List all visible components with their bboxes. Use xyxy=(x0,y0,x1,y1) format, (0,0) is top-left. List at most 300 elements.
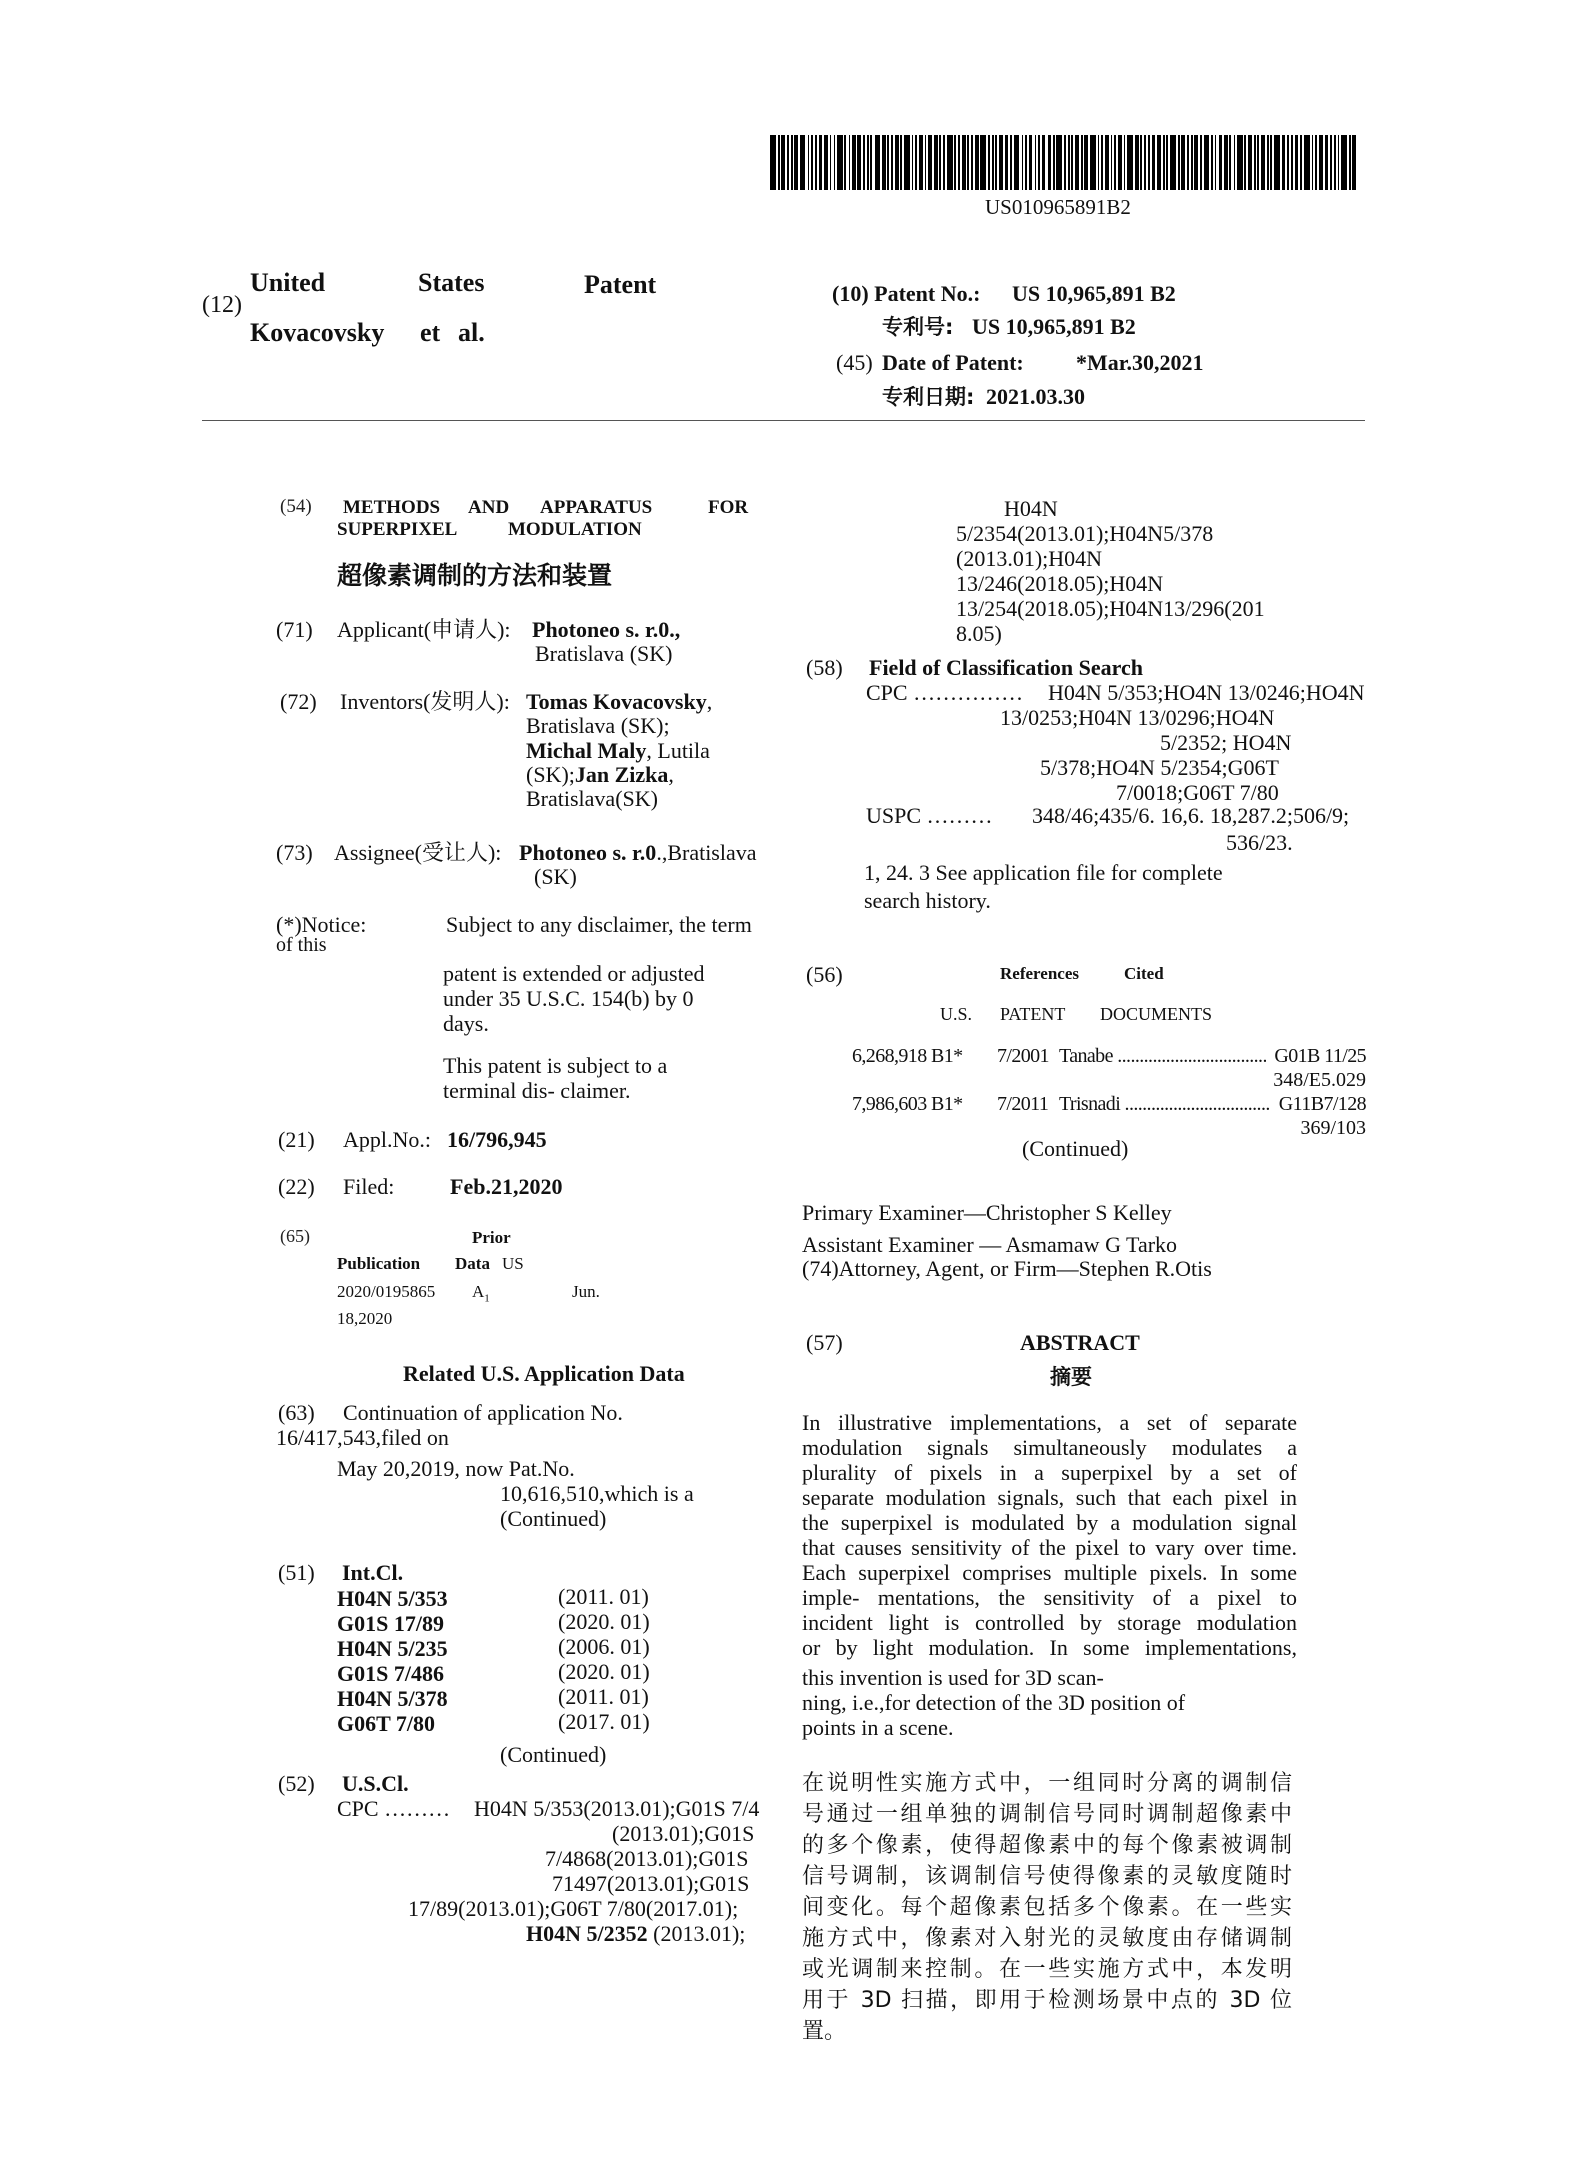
refs-sub-us: U.S. xyxy=(940,1004,973,1024)
reference-class: G11B7/128 xyxy=(1278,1093,1366,1115)
prior-kind xyxy=(472,1282,490,1304)
intcl-code: G06T 7/80 xyxy=(337,1711,436,1736)
barcode-bar xyxy=(954,135,956,190)
barcode-bar xyxy=(1349,135,1351,190)
barcode-bar xyxy=(943,135,945,190)
title-w4: FOR xyxy=(708,497,749,518)
field-num: (58) xyxy=(806,655,843,680)
intcl-code: H04N 5/378 xyxy=(337,1686,448,1711)
continuation-continued: (Continued) xyxy=(500,1506,607,1531)
date-label: Date of Patent: xyxy=(882,350,1024,375)
barcode-bar xyxy=(824,135,828,190)
inventor-2-rest: , Lutila xyxy=(646,738,710,763)
barcode-bar xyxy=(1248,135,1252,190)
uscl-line-3: 7/4868(2013.01);G01S xyxy=(545,1846,749,1871)
barcode-bar xyxy=(1224,135,1228,190)
patent-no-label: (10) Patent No.: xyxy=(832,281,981,306)
title-cn: 超像素调制的方法和装置 xyxy=(337,561,613,590)
prior-kind-letter: A xyxy=(472,1282,485,1301)
refs-sub-patent: PATENT xyxy=(1000,1004,1066,1024)
barcode-bar xyxy=(781,135,785,190)
uscl-line-6 xyxy=(526,1921,745,1947)
inventor-2-name: Michal Maly xyxy=(526,738,647,763)
date-value: *Mar.30,2021 xyxy=(1076,350,1204,375)
barcode-bar xyxy=(808,135,810,190)
notice-p3-1: This patent is subject to a xyxy=(443,1053,668,1078)
prior-publication: Publication xyxy=(337,1254,421,1273)
field-uspc-1: 348/46;435/6. 16,6. 18,287.2;506/9; xyxy=(1032,803,1350,828)
barcode-bar xyxy=(947,135,953,190)
barcode-bar xyxy=(794,135,798,190)
cpc-cont-4: 13/246(2018.05);H04N xyxy=(956,571,1164,596)
barcode-bar xyxy=(1330,135,1332,190)
abstract-en-line-12: ning, i.e.,for detection of the 3D position of xyxy=(802,1690,1186,1715)
title-num: (54) xyxy=(280,496,312,517)
abstract-cn-line: 施方式中，像素对入射光的灵敏度由存储调制 xyxy=(802,1926,1292,1951)
barcode-bar xyxy=(1200,135,1202,190)
barcode-bar xyxy=(1341,135,1347,190)
barcode-bar xyxy=(1234,135,1236,190)
prior-month: Jun. xyxy=(572,1282,600,1301)
abstract-en-line-13: points in a scene. xyxy=(802,1715,954,1740)
abstract-en-line: plurality of pixels in a superpixel by a set of xyxy=(802,1460,1297,1485)
prior-kind-sub: 1 xyxy=(484,1292,490,1305)
abstract-en-line-11: this invention is used for 3D scan- xyxy=(802,1665,1104,1690)
barcode-bar xyxy=(800,135,806,190)
field-cpc-4: 5/378;HO4N 5/2354;G06T xyxy=(1040,755,1279,780)
refs-sub-documents: DOCUMENTS xyxy=(1100,1004,1213,1024)
inventor-3-rest: , xyxy=(668,762,674,787)
attorney: (74)Attorney, Agent, or Firm—Stephen R.Otis xyxy=(802,1256,1212,1281)
notice-label: (*)Notice: xyxy=(276,912,367,937)
barcode-bar xyxy=(1035,135,1037,190)
appl-num: (21) xyxy=(278,1127,315,1152)
barcode-bar xyxy=(971,135,973,190)
refs-num: (56) xyxy=(806,962,843,987)
uscl-line-6-code: H04N 5/2352 xyxy=(526,1921,648,1946)
barcode-bar xyxy=(1312,135,1314,190)
date-cn: 2021.03.30 xyxy=(986,384,1085,409)
barcode-bar xyxy=(1295,135,1299,190)
barcode-bar xyxy=(1084,135,1088,190)
barcode-bar xyxy=(1042,135,1046,190)
barcode-bar xyxy=(988,135,990,190)
patent-no: US 10,965,891 B2 xyxy=(1012,281,1176,306)
barcode-bar xyxy=(857,135,861,190)
inventor-surname: Kovacovsky xyxy=(250,318,385,347)
barcode-bar xyxy=(834,135,836,190)
intcl-date: (2011. 01) xyxy=(558,1584,649,1609)
inventor-al: al. xyxy=(458,318,485,347)
barcode-bar xyxy=(849,135,851,190)
barcode-bar xyxy=(1187,135,1189,190)
barcode-bar xyxy=(1118,135,1122,190)
assignee-num: (73) xyxy=(276,840,313,865)
barcode-bar xyxy=(1157,135,1161,190)
intcl-num: (51) xyxy=(278,1560,315,1585)
cpc-cont-6: 8.05) xyxy=(956,621,1002,646)
cpc-cont-2: 5/2354(2013.01);H04N5/378 xyxy=(956,521,1214,546)
abstract-en-line: Each superpixel comprises multiple pixels. In some xyxy=(802,1560,1297,1585)
barcode-bar xyxy=(1291,135,1293,190)
barcode-bar xyxy=(1334,135,1336,190)
country-states: States xyxy=(418,268,485,297)
barcode-bar xyxy=(1282,135,1286,190)
barcode-bar xyxy=(830,135,832,190)
prior-data: Data xyxy=(455,1254,490,1273)
patent-no-cn: US 10,965,891 B2 xyxy=(972,314,1136,339)
barcode-bar xyxy=(1267,135,1269,190)
inventor-1-name: Tomas Kovacovsky xyxy=(526,689,707,714)
title-w1: METHODS xyxy=(343,497,441,518)
reference-class-2: 369/103 xyxy=(1300,1117,1366,1139)
intcl-code: G01S 7/486 xyxy=(337,1661,444,1686)
field-see-1: 1, 24. 3 See application file for complete xyxy=(864,860,1223,885)
abstract-cn-line: 信号调制，该调制信号使得像素的灵敏度随时 xyxy=(802,1864,1292,1889)
applicant-location: Bratislava (SK) xyxy=(535,641,673,666)
inventor-3 xyxy=(526,762,674,788)
barcode-bar xyxy=(819,135,823,190)
barcode-bar xyxy=(778,135,780,190)
barcode-bar xyxy=(1254,135,1256,190)
barcode-bar xyxy=(1219,135,1223,190)
abstract-cn-line: 置。 xyxy=(802,2019,847,2044)
inventor-2-location: (SK); xyxy=(526,762,575,787)
barcode-bar xyxy=(811,135,813,190)
appl-label: Appl.No.: xyxy=(343,1127,431,1152)
inventor-et: et xyxy=(420,318,441,347)
barcode-bar xyxy=(904,135,910,190)
barcode-bar xyxy=(1163,135,1165,190)
barcode-bar xyxy=(919,135,923,190)
barcode-bar xyxy=(967,135,969,190)
inventor-3-name: Jan Zizka xyxy=(574,762,669,787)
reference-date: 7/2011 xyxy=(997,1093,1049,1115)
barcode-bar xyxy=(958,135,960,190)
barcode-bar xyxy=(915,135,917,190)
barcode-bar xyxy=(1300,135,1302,190)
barcode-bar xyxy=(1194,135,1198,190)
field-cpc-3: 5/2352; HO4N xyxy=(1160,730,1292,755)
inventor-1-rest: , xyxy=(706,689,713,714)
barcode-bar xyxy=(1071,135,1073,190)
filed-num: (22) xyxy=(278,1174,315,1199)
uscl-line-1: H04N 5/353(2013.01);G01S 7/4 xyxy=(474,1796,760,1821)
barcode-bar xyxy=(1029,135,1033,190)
barcode-bar xyxy=(1215,135,1217,190)
barcode-bar xyxy=(863,135,865,190)
filed-label: Filed: xyxy=(343,1174,395,1199)
barcode-bar xyxy=(1204,135,1210,190)
barcode-bar xyxy=(992,135,994,190)
field-uspc-label: USPC ……… xyxy=(866,803,993,828)
prior-num: (65) xyxy=(280,1226,310,1246)
barcode-bar xyxy=(1304,135,1310,190)
abstract-cn-line: 在说明性实施方式中，一组同时分离的调制信 xyxy=(802,1771,1292,1796)
reference-class-2: 348/E5.029 xyxy=(1273,1069,1366,1091)
refs-continued: (Continued) xyxy=(1022,1136,1129,1161)
barcode-bar xyxy=(1170,135,1176,190)
barcode-bar xyxy=(975,135,979,190)
barcode-bar xyxy=(1270,135,1272,190)
barcode-bar xyxy=(1352,135,1356,190)
notice-p3-2: terminal dis- claimer. xyxy=(443,1078,631,1103)
barcode-bar xyxy=(962,135,966,190)
document-number: US010965891B2 xyxy=(985,195,1131,219)
barcode-bar xyxy=(1237,135,1243,190)
abstract-en-line: incident light is controlled by storage modulation xyxy=(802,1610,1297,1635)
barcode-bar xyxy=(870,135,872,190)
inventor-1 xyxy=(526,689,712,715)
barcode-bar xyxy=(815,135,817,190)
barcode-bar xyxy=(1025,135,1027,190)
barcode-bar xyxy=(1014,135,1020,190)
barcode-bar xyxy=(934,135,938,190)
cpc-cont-1: H04N xyxy=(1004,496,1058,521)
field-cpc-5: 7/0018;G06T 7/80 xyxy=(1116,780,1279,805)
applicant-num: (71) xyxy=(276,617,313,642)
barcode-bar xyxy=(1090,135,1096,190)
title-w3: APPARATUS xyxy=(540,497,653,518)
barcode-bar xyxy=(980,135,986,190)
notice-p2-3: days. xyxy=(443,1011,489,1036)
continuation-line-1: Continuation of application No. xyxy=(343,1400,623,1425)
barcode-bar xyxy=(1244,135,1246,190)
abstract-title: ABSTRACT xyxy=(1020,1330,1140,1355)
barcode-bar xyxy=(1010,135,1012,190)
barcode-bar xyxy=(1081,135,1083,190)
barcode-bar xyxy=(1056,135,1062,190)
barcode-bar xyxy=(1152,135,1156,190)
filed-value: Feb.21,2020 xyxy=(450,1174,563,1199)
reference-name: Tanabe xyxy=(1059,1045,1113,1067)
barcode-bar xyxy=(875,135,881,190)
abstract-en-line: separate modulation signals, such that each pixel in xyxy=(802,1485,1297,1510)
abstract-en-line: modulation signals simultaneously modulates a xyxy=(802,1435,1297,1460)
abstract-cn-line: 的多个像素，使得超像素中的每个像素被调制 xyxy=(802,1833,1292,1858)
assistant-examiner: Assistant Examiner — Asmamaw G Tarko xyxy=(802,1232,1178,1257)
reference-date: 7/2001 xyxy=(997,1045,1049,1067)
intcl-code: H04N 5/353 xyxy=(337,1586,448,1611)
intcl-code: G01S 17/89 xyxy=(337,1611,444,1636)
field-see-2: search history. xyxy=(864,888,991,913)
uscl-title: U.S.Cl. xyxy=(342,1771,409,1796)
abstract-cn-line: 号通过一组单独的调制信号同时调制超像素中 xyxy=(802,1802,1292,1827)
intcl-date: (2011. 01) xyxy=(558,1684,649,1709)
title-w2: AND xyxy=(468,497,510,518)
assignee-name-line xyxy=(519,840,757,866)
notice-line-1: Subject to any disclaimer, the term xyxy=(446,912,752,937)
notice-p2-2: under 35 U.S.C. 154(b) by 0 xyxy=(443,986,694,1011)
primary-examiner: Primary Examiner—Christopher S Kelley xyxy=(802,1200,1172,1225)
barcode-bar xyxy=(1064,135,1066,190)
intcl-date: (2020. 01) xyxy=(558,1609,650,1634)
prior-pub-number: 2020/0195865 xyxy=(337,1282,436,1301)
barcode-bar xyxy=(852,135,856,190)
barcode-bar xyxy=(1338,135,1340,190)
uscl-line-5: 17/89(2013.01);G06T 7/80(2017.01); xyxy=(408,1896,739,1921)
abstract-cn-line: 间变化。每个超像素包括多个像素。在一些实 xyxy=(802,1895,1292,1920)
barcode-bar xyxy=(1211,135,1213,190)
uscl-num: (52) xyxy=(278,1771,315,1796)
reference-row xyxy=(852,1092,1366,1140)
reference-class: G01B 11/25 xyxy=(1274,1045,1366,1067)
field-cpc-2: 13/0253;H04N 13/0296;HO4N xyxy=(1000,705,1275,730)
applicant-label: Applicant(申请人): xyxy=(337,617,511,642)
barcode-bar xyxy=(844,135,846,190)
intcl-continued: (Continued) xyxy=(500,1742,607,1767)
barcode-bar xyxy=(1191,135,1193,190)
barcode-bar xyxy=(887,135,889,190)
country-patent: Patent xyxy=(584,270,657,299)
kind-code-number: (12) xyxy=(202,292,242,318)
barcode-bar xyxy=(1166,135,1168,190)
barcode-bar xyxy=(1127,135,1133,190)
abstract-en-line: or by light modulation. In some implementations, xyxy=(802,1635,1297,1660)
reference-number: 6,268,918 B1* xyxy=(852,1045,963,1067)
uscl-line-6-rest: (2013.01); xyxy=(647,1921,746,1946)
refs-title-cited: Cited xyxy=(1124,964,1164,983)
barcode-bar xyxy=(891,135,893,190)
notice-p2-1: patent is extended or adjusted xyxy=(443,961,705,986)
date-num: (45) xyxy=(836,350,873,375)
barcode-bar xyxy=(895,135,899,190)
field-uspc-2: 536/23. xyxy=(1226,830,1293,855)
barcode-bar xyxy=(939,135,941,190)
related-title: Related U.S. Application Data xyxy=(403,1361,685,1386)
title-w6: MODULATION xyxy=(508,519,642,540)
barcode-bar xyxy=(1105,135,1109,190)
barcode-bar xyxy=(928,135,932,190)
barcode-bar xyxy=(1038,135,1040,190)
barcode-bar xyxy=(1257,135,1259,190)
barcode-bar xyxy=(1274,135,1280,190)
barcode-bar xyxy=(791,135,793,190)
barcode-bar xyxy=(1075,135,1079,190)
intcl-title: Int.Cl. xyxy=(342,1560,404,1585)
barcode-bar xyxy=(882,135,886,190)
uscl-line-4: 71497(2013.01);G01S xyxy=(552,1871,750,1896)
barcode-bar xyxy=(995,135,997,190)
barcode-bar xyxy=(1315,135,1317,190)
field-cpc-1: H04N 5/353;HO4N 13/0246;HO4N xyxy=(1048,680,1365,705)
barcode-bar xyxy=(1048,135,1052,190)
barcode-bar xyxy=(1135,135,1139,190)
barcode-bar xyxy=(837,135,843,190)
cpc-cont-5: 13/254(2018.05);H04N13/296(201 xyxy=(956,596,1265,621)
abstract-num: (57) xyxy=(806,1330,843,1355)
abstract-en-line: In illustrative implementations, a set of separate xyxy=(802,1410,1297,1435)
continuation-line-4: 10,616,510,which is a xyxy=(500,1481,694,1506)
inventors-num: (72) xyxy=(280,689,317,714)
country-united: United xyxy=(250,268,326,297)
reference-name: Trisnadi xyxy=(1059,1093,1121,1115)
prior-title: Prior xyxy=(472,1228,511,1247)
barcode-bar xyxy=(787,135,789,190)
barcode-bar xyxy=(1229,135,1231,190)
barcode-bar xyxy=(1098,135,1100,190)
intcl-date: (2006. 01) xyxy=(558,1634,650,1659)
inventor-1-location: Bratislava (SK); xyxy=(526,713,670,738)
barcode-bar xyxy=(1287,135,1289,190)
barcode-bar xyxy=(1181,135,1185,190)
assignee-location: (SK) xyxy=(534,864,577,889)
barcode-bar xyxy=(770,135,776,190)
appl-value: 16/796,945 xyxy=(447,1127,547,1152)
barcode-bar xyxy=(1101,135,1103,190)
barcode-bar xyxy=(1068,135,1070,190)
barcode-bar xyxy=(1124,135,1126,190)
abstract-cn-line: 用于 3D 扫描，即用于检测场景中点的 3D 位 xyxy=(802,1988,1292,2013)
reference-number: 7,986,603 B1* xyxy=(852,1093,963,1115)
field-cpc-label: CPC …………… xyxy=(866,680,1024,705)
inventor-3-location: Bratislava(SK) xyxy=(526,786,658,811)
abstract-en-line: imple- mentations, the sensitivity of a pixel to xyxy=(802,1585,1297,1610)
inventor-2 xyxy=(526,738,710,764)
barcode-bar xyxy=(1148,135,1150,190)
barcode xyxy=(770,135,1360,190)
continuation-num: (63) xyxy=(278,1400,315,1425)
barcode-bar xyxy=(999,135,1003,190)
barcode-bar xyxy=(1140,135,1142,190)
title-w5: SUPERPIXEL xyxy=(337,519,458,540)
prior-date: 18,2020 xyxy=(337,1309,393,1328)
continuation-line-3: May 20,2019, now Pat.No. xyxy=(337,1456,575,1481)
reference-name-leader xyxy=(1059,1044,1266,1068)
assignee-label: Assignee(受让人): xyxy=(334,840,502,865)
abstract-cn-line: 或光调制来控制。在一些实施方式中，本发明 xyxy=(802,1957,1292,1982)
uscl-cpc-label: CPC ……… xyxy=(337,1796,451,1821)
notice-label-2: of this xyxy=(276,934,327,956)
barcode-bar xyxy=(1022,135,1024,190)
barcode-bar xyxy=(1111,135,1113,190)
abstract-cn-title: 摘要 xyxy=(1050,1365,1092,1389)
refs-title-references: References xyxy=(1000,964,1079,983)
patent-no-cn-label: 专利号: xyxy=(882,315,954,339)
reference-row xyxy=(852,1044,1366,1092)
barcode-bar xyxy=(900,135,902,190)
intcl-date: (2020. 01) xyxy=(558,1659,650,1684)
assignee-rest: .,Bratislava xyxy=(656,840,757,865)
barcode-bar xyxy=(1261,135,1265,190)
reference-name-leader xyxy=(1059,1092,1271,1116)
abstract-en-line: that causes sensitivity of the pixel to vary over time. xyxy=(802,1535,1297,1560)
barcode-bar xyxy=(1144,135,1146,190)
prior-us: US xyxy=(502,1254,524,1273)
barcode-bar xyxy=(867,135,869,190)
barcode-bar xyxy=(925,135,927,190)
assignee-name: Photoneo s. r.0 xyxy=(519,840,657,865)
barcode-bar xyxy=(1053,135,1055,190)
barcode-bar xyxy=(1319,135,1323,190)
field-title: Field of Classification Search xyxy=(869,655,1143,680)
intcl-code: H04N 5/235 xyxy=(337,1636,448,1661)
uscl-line-2: (2013.01);G01S xyxy=(612,1821,755,1846)
barcode-bar xyxy=(1178,135,1180,190)
barcode-bar xyxy=(1114,135,1116,190)
intcl-date: (2017. 01) xyxy=(558,1709,650,1734)
applicant-name: Photoneo s. r.0., xyxy=(532,617,681,642)
inventors-label: Inventors(发明人): xyxy=(340,689,510,714)
continuation-line-2: 16/417,543,filed on xyxy=(276,1425,449,1450)
barcode-bar xyxy=(1325,135,1329,190)
barcode-bar xyxy=(1005,135,1009,190)
abstract-en-line: the superpixel is modulated by a modulation signal xyxy=(802,1510,1297,1535)
barcode-bar xyxy=(912,135,914,190)
cpc-cont-3: (2013.01);H04N xyxy=(956,546,1103,571)
date-cn-label: 专利日期: xyxy=(882,385,975,409)
header-rule xyxy=(202,420,1365,421)
